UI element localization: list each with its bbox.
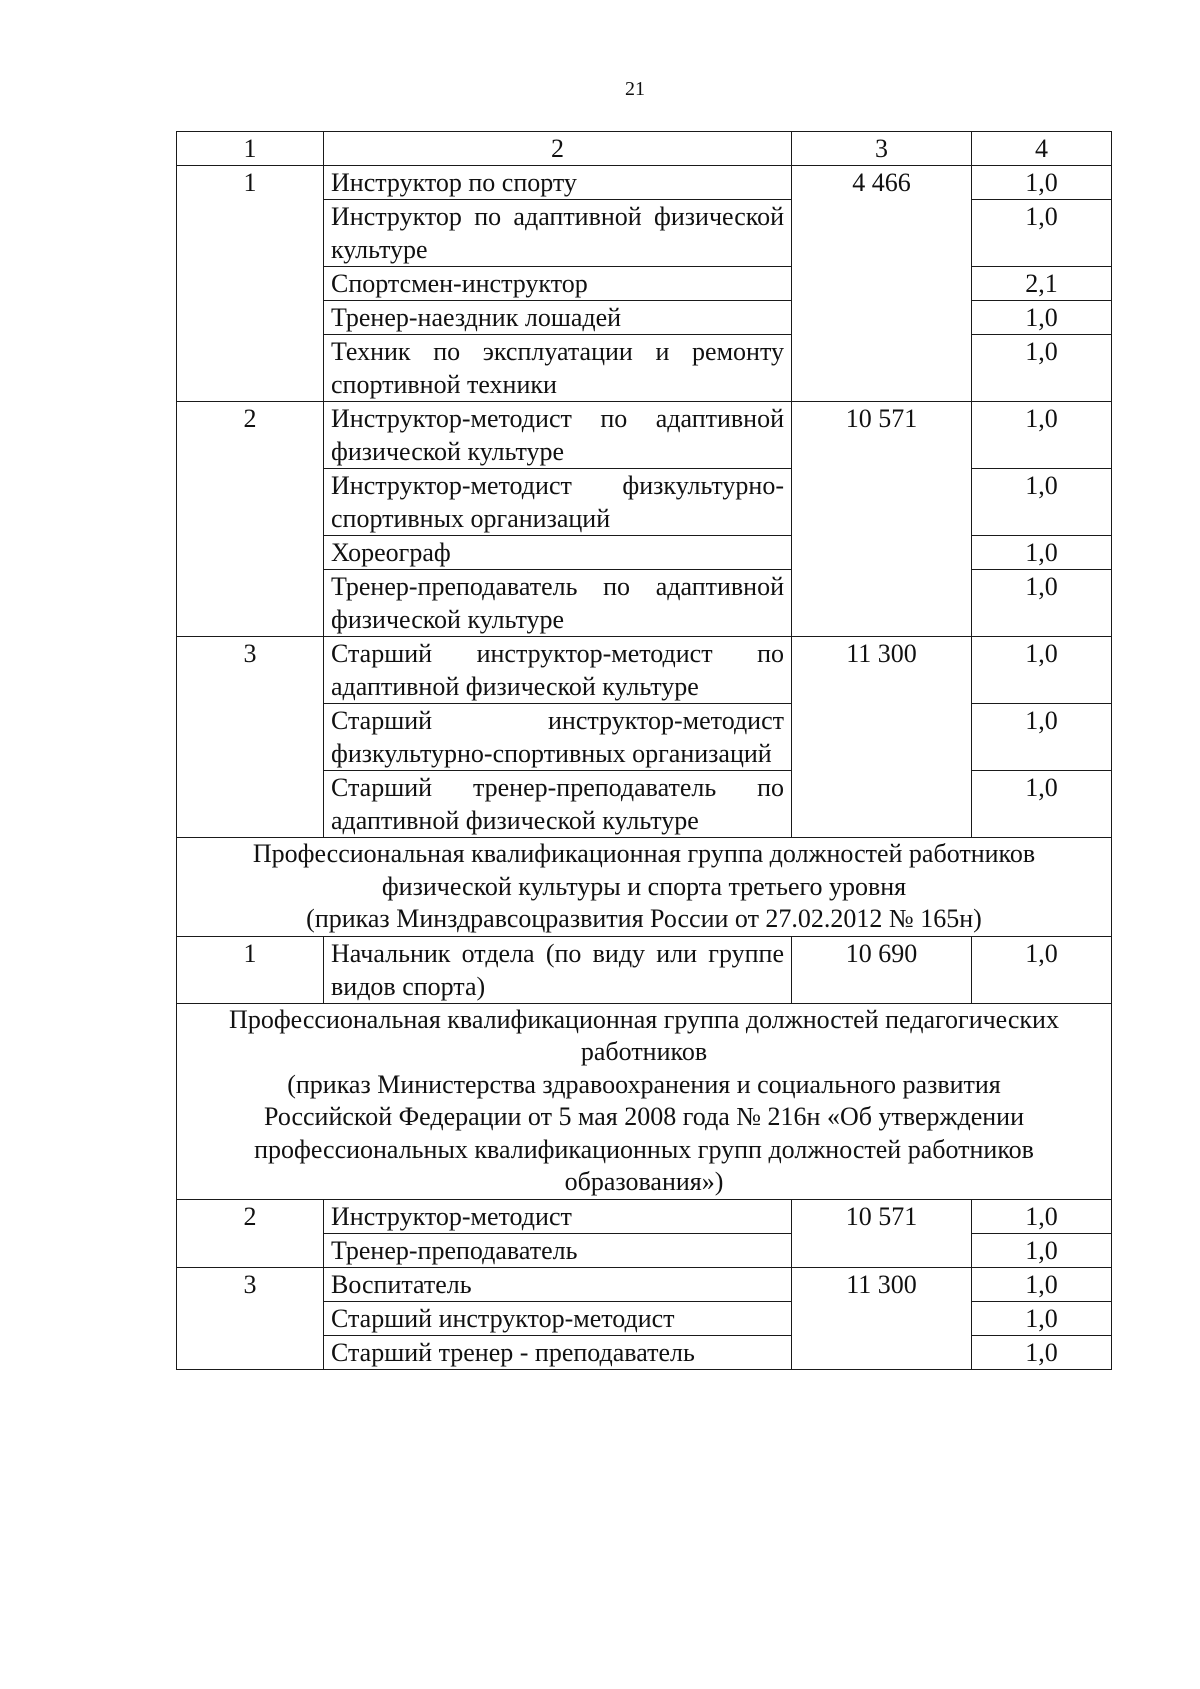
position-title-cell: Старший инструктор-методист по адаптивной физической культуре: [324, 637, 792, 704]
position-title-cell: Старший инструктор-методист физкультурно-спортивных организаций: [324, 704, 792, 771]
position-title-cell: Воспитатель: [324, 1267, 792, 1301]
section-header-cell: [177, 1003, 1112, 1199]
coefficient-cell: 1,0: [972, 1233, 1112, 1267]
coefficient-cell: 1,0: [972, 1199, 1112, 1233]
coefficient-cell: 1,0: [972, 200, 1112, 267]
section-header-line: профессиональных квалификационных групп должностей работников: [254, 1134, 1034, 1164]
position-title-cell: Старший тренер - преподаватель: [324, 1335, 792, 1369]
position-title-cell: Старший тренер-преподаватель по адаптивной физической культуре: [324, 771, 792, 838]
coefficient-cell: 1,0: [972, 301, 1112, 335]
position-title-cell: Инструктор-методист физкультурно-спортивных организаций: [324, 469, 792, 536]
position-title-cell: Инструктор-методист по адаптивной физической культуре: [324, 402, 792, 469]
salary-table: [176, 131, 1112, 1370]
coefficient-cell: 1,0: [972, 936, 1112, 1003]
section-header-line: Профессиональная квалификационная группа должностей педагогических: [229, 1004, 1059, 1034]
coefficient-cell: 1,0: [972, 1335, 1112, 1369]
section-header-row: [177, 1003, 1112, 1199]
position-title-cell: Инструктор-методист: [324, 1199, 792, 1233]
coefficient-cell: 1,0: [972, 402, 1112, 469]
salary-cell: 11 300: [792, 637, 972, 838]
position-title-cell: Тренер-наездник лошадей: [324, 301, 792, 335]
salary-cell: 4 466: [792, 166, 972, 402]
section-header-line: Профессиональная квалификационная группа должностей работников: [252, 839, 1036, 868]
coefficient-cell: 1,0: [972, 469, 1112, 536]
coefficient-cell: 1,0: [972, 704, 1112, 771]
table-row: [177, 637, 1112, 704]
section-header-line: (приказ Минздравсоцразвития России от 27.02.2012 № 165н): [306, 904, 982, 933]
table-row: [177, 1267, 1112, 1301]
salary-cell: 10 690: [792, 936, 972, 1003]
position-title-cell: Инструктор по спорту: [324, 166, 792, 200]
table-row: [177, 166, 1112, 200]
salary-cell: 10 571: [792, 1199, 972, 1267]
section-header-line: (приказ Министерства здравоохранения и социального развития: [287, 1069, 1001, 1099]
position-title-cell: Начальник отдела (по виду или группе видов спорта): [324, 936, 792, 1003]
table-row: [177, 936, 1112, 1003]
table-header-row: [177, 132, 1112, 166]
section-header-line: образования»): [564, 1167, 724, 1196]
page-number: 21: [625, 78, 645, 100]
group-number-cell: 1: [177, 936, 324, 1003]
section-header-line: физической культуры и спорта третьего уровня: [381, 871, 907, 901]
position-title-cell: Инструктор по адаптивной физической культуре: [324, 200, 792, 267]
header-cell-3: 3: [792, 132, 972, 166]
section-header-cell: [177, 838, 1112, 937]
group-number-cell: 3: [177, 637, 324, 838]
section-header-line: работников: [580, 1037, 708, 1066]
group-number-cell: 3: [177, 1267, 324, 1369]
salary-cell: 10 571: [792, 402, 972, 637]
table-row: [177, 402, 1112, 469]
header-cell-4: 4: [972, 132, 1112, 166]
group-number-cell: 1: [177, 166, 324, 402]
position-title-cell: Хореограф: [324, 536, 792, 570]
coefficient-cell: 1,0: [972, 771, 1112, 838]
section-header-line: Российской Федерации от 5 мая 2008 года № 216н «Об утверждении: [264, 1102, 1024, 1131]
coefficient-cell: 1,0: [972, 1301, 1112, 1335]
position-title-cell: Тренер-преподаватель по адаптивной физической культуре: [324, 570, 792, 637]
position-title-cell: Старший инструктор-методист: [324, 1301, 792, 1335]
coefficient-cell: 1,0: [972, 1267, 1112, 1301]
coefficient-cell: 1,0: [972, 536, 1112, 570]
coefficient-cell: 2,1: [972, 267, 1112, 301]
coefficient-cell: 1,0: [972, 335, 1112, 402]
section-header-row: [177, 838, 1112, 937]
coefficient-cell: 1,0: [972, 166, 1112, 200]
position-title-cell: Техник по эксплуатации и ремонту спортивной техники: [324, 335, 792, 402]
coefficient-cell: 1,0: [972, 570, 1112, 637]
group-number-cell: 2: [177, 1199, 324, 1267]
header-cell-2: 2: [324, 132, 792, 166]
position-title-cell: Спортсмен-инструктор: [324, 267, 792, 301]
coefficient-cell: 1,0: [972, 637, 1112, 704]
salary-cell: 11 300: [792, 1267, 972, 1369]
table-row: [177, 1199, 1112, 1233]
header-cell-1: 1: [177, 132, 324, 166]
position-title-cell: Тренер-преподаватель: [324, 1233, 792, 1267]
group-number-cell: 2: [177, 402, 324, 637]
